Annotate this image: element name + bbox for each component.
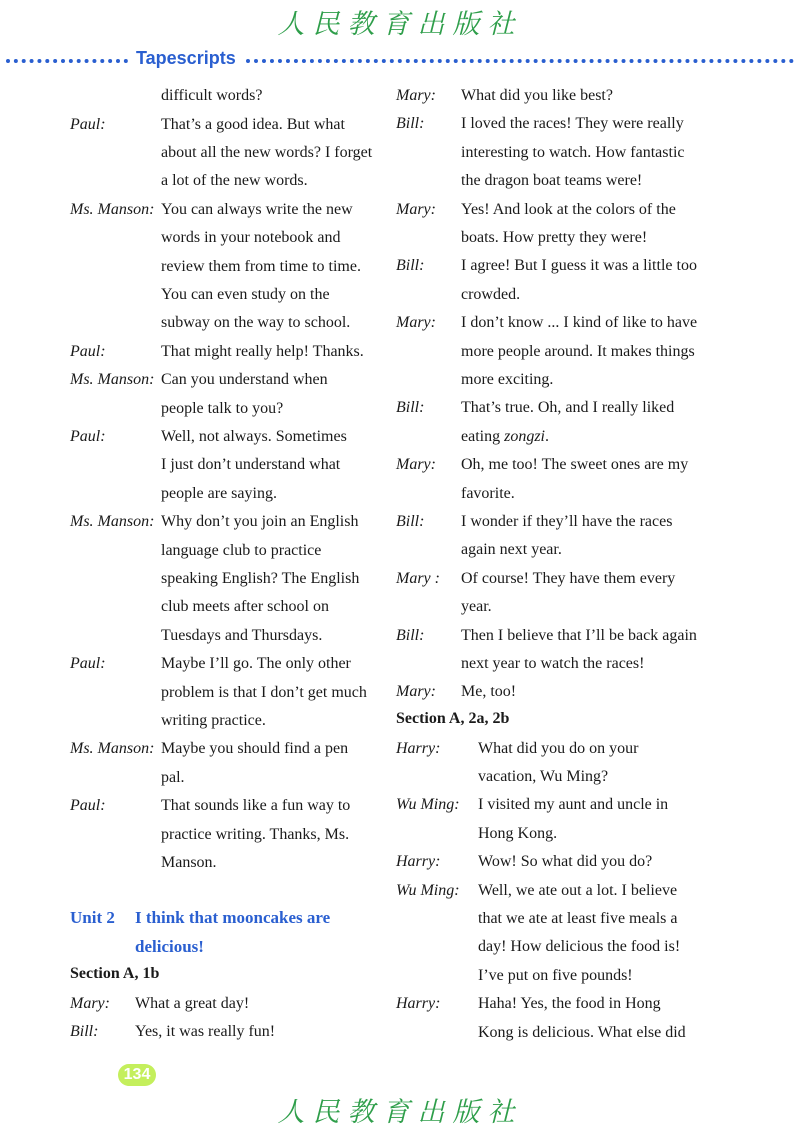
speaker-label: Bill:	[396, 399, 425, 417]
dialogue-line: Me, too!	[461, 683, 517, 701]
dialogue-line: club meets after school on	[161, 598, 329, 616]
dialogue-line: Well, not always. Sometimes	[161, 427, 347, 445]
dialogue-line: I don’t know ... I kind of like to have	[461, 314, 698, 332]
dialogue-line: vacation, Wu Ming?	[478, 767, 609, 785]
speaker-label: Paul:	[70, 797, 106, 815]
dialogue-line: Maybe you should find a pen	[161, 740, 349, 758]
speaker-label: Paul:	[70, 115, 106, 133]
dialogue-line: subway on the way to school.	[161, 314, 351, 332]
dialogue-line: Yes! And look at the colors of the	[461, 200, 676, 218]
speaker-label: Bill:	[396, 513, 425, 530]
dialogue-line: Can you understand when	[161, 371, 328, 389]
dialogue-line: That’s a good idea. But what	[161, 115, 345, 133]
dialogue-line: Yes, it was really fun!	[135, 1023, 276, 1041]
publisher-logo-bottom: 人民教育出版社	[277, 1097, 523, 1128]
dialogue-line: words in your notebook and	[161, 229, 341, 247]
dialogue-line: problem is that I don’t get much	[161, 683, 367, 701]
speaker-label: Mary :	[396, 569, 440, 587]
dialogue-line: a lot of the new words.	[161, 172, 308, 190]
section-heading: Section A, 2a, 2b	[396, 710, 510, 727]
italic-term: zongzi	[504, 427, 545, 445]
dialogue-line: people talk to you?	[161, 399, 284, 417]
speaker-label: Bill:	[396, 115, 425, 133]
dialogue-line: Well, we ate out a lot. I believe	[478, 881, 678, 899]
dialogue-line: What did you like best?	[461, 87, 613, 104]
dialogue-line: that we ate at least five meals a	[478, 909, 678, 927]
speaker-label: Paul:	[70, 655, 106, 673]
publisher-logo-top: 人民教育出版社	[277, 9, 523, 40]
speaker-label: Bill:	[396, 257, 425, 275]
unit-title: I think that mooncakes are	[135, 908, 331, 927]
speaker-label: Ms. Manson:	[70, 371, 155, 389]
dialogue-line: Kong is delicious. What else did	[478, 1023, 686, 1041]
unit-title: delicious!	[135, 937, 204, 956]
speaker-label: Wu Ming:	[396, 796, 460, 814]
dialogue-line: language club to practice	[161, 541, 322, 559]
speaker-label: Mary:	[396, 456, 436, 474]
speaker-label: Mary:	[396, 200, 436, 218]
dialogue-line: What did you do on your	[478, 739, 639, 757]
dialogue-line: the dragon boat teams were!	[461, 172, 643, 190]
dialogue-line: review them from time to time.	[161, 257, 361, 275]
dotted-rule-left	[6, 59, 128, 63]
speaker-label: Mary:	[396, 683, 436, 701]
speaker-label: Paul:	[70, 342, 106, 360]
dotted-rule-right	[246, 59, 794, 63]
speaker-label: Harry:	[396, 739, 441, 757]
dialogue-line: Then I believe that I’ll be back again	[461, 626, 697, 644]
dialogue-line: writing practice.	[161, 711, 266, 729]
dialogue-line: Manson.	[161, 853, 217, 871]
dialogue-line: Maybe I’ll go. The only other	[161, 655, 351, 673]
dialogue-line: interesting to watch. How fantastic	[461, 143, 685, 161]
section-label: Tapescripts	[136, 48, 236, 68]
speaker-label: Wu Ming:	[396, 881, 460, 899]
dialogue-line: Haha! Yes, the food in Hong	[478, 995, 661, 1013]
unit-number: Unit 2	[70, 908, 115, 927]
dialogue-line: Why don’t you join an English	[161, 513, 359, 531]
dialogue-line: about all the new words? I forget	[161, 143, 373, 161]
speaker-label: Mary:	[396, 87, 436, 104]
dialogue-line: I visited my aunt and uncle in	[478, 796, 669, 814]
dialogue-line: I loved the races! They were really	[461, 115, 684, 133]
dialogue-line: next year to watch the races!	[461, 655, 645, 672]
page-number: 134	[118, 1064, 156, 1086]
dialogue-line: again next year.	[461, 541, 562, 559]
dialogue-line: That sounds like a fun way to	[161, 797, 351, 815]
speaker-label: Bill:	[70, 1023, 99, 1041]
speaker-label: Bill:	[396, 626, 425, 644]
speaker-label: Mary:	[70, 995, 110, 1012]
speaker-label: Ms. Manson:	[70, 200, 155, 218]
dialogue-line: I agree! But I guess it was a little too	[461, 257, 697, 275]
speaker-label: Harry:	[396, 995, 441, 1013]
speaker-label: Ms. Manson:	[70, 513, 155, 531]
dialogue-line: day! How delicious the food is!	[478, 938, 681, 956]
dialogue-line: practice writing. Thanks, Ms.	[161, 825, 350, 843]
dialogue-line: speaking English? The English	[161, 569, 360, 587]
dialogue-line: Oh, me too! The sweet ones are my	[461, 456, 689, 474]
dialogue-line: I wonder if they’ll have the races	[461, 513, 673, 530]
dialogue-line: You can always write the new	[161, 200, 353, 218]
dialogue-line: That might really help! Thanks.	[161, 342, 364, 360]
line-tail: .	[545, 427, 549, 445]
dialogue-line: crowded.	[461, 285, 521, 303]
dialogue-line: Hong Kong.	[478, 824, 558, 842]
speaker-label: Mary:	[396, 314, 436, 332]
section-heading: Section A, 1b	[70, 965, 160, 982]
dialogue-line: I’ve put on five pounds!	[478, 966, 633, 984]
dialogue-line: Tuesdays and Thursdays.	[161, 626, 323, 644]
dialogue-line: boats. How pretty they were!	[461, 229, 648, 246]
dialogue-line: favorite.	[461, 484, 515, 502]
tapescripts-header	[0, 46, 800, 74]
dialogue-line: You can even study on the	[161, 285, 330, 303]
dialogue-line: I just don’t understand what	[161, 456, 341, 474]
dialogue-line: eating zongzi.	[461, 427, 549, 445]
dialogue-line: more people around. It makes things	[461, 342, 695, 360]
dialogue-line: Wow! So what did you do?	[478, 853, 653, 871]
dialogue-line: That’s true. Oh, and I really liked	[461, 399, 675, 417]
speaker-label: Harry:	[396, 853, 441, 871]
dialogue-line: pal.	[161, 768, 185, 786]
dialogue-line: Of course! They have them every	[461, 569, 676, 587]
speaker-label: Paul:	[70, 427, 106, 445]
speaker-label: Ms. Manson:	[70, 740, 155, 758]
dialogue-line: difficult words?	[161, 87, 263, 104]
dialogue-line: more exciting.	[461, 371, 554, 388]
dialogue-line: people are saying.	[161, 484, 277, 502]
dialogue-line: year.	[461, 598, 492, 616]
dialogue-line: What a great day!	[135, 995, 250, 1012]
